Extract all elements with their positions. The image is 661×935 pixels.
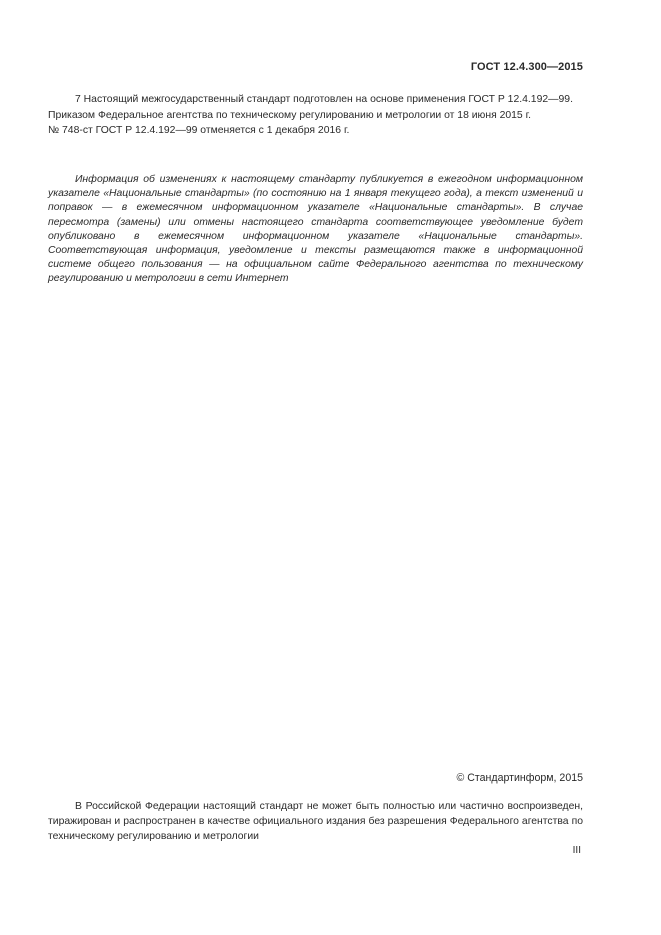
amendments-information-text: Информация об изменениях к настоящему стандарту публикуется в ежегодном информационном указателе «Национальные стандарты» (по состоянию на 1 января текущего года), а текст изменений и поправок — в ежемесячном информационном указателе «Национальные стандарты». В случае пересмотра (замены) или отмены настоящего стандарта соответствующее уведомление будет опубликовано в ежемесячном информационном указателе «Национальные стандарты». Соответствующая информация, уведомление и тексты размещаются также в информационной системе общего пользования — на официальном сайте Федерального агентства по техническому регулированию и метрологии в сети Интернет <box>48 174 583 285</box>
copyright-notice: © Стандартинформ, 2015 <box>456 772 583 784</box>
amendments-information-section <box>48 173 583 287</box>
item-7-line-2: Приказом Федеральное агентства по техническому регулированию и метрологии от 18 июня 2015 г. <box>48 109 532 121</box>
item-7-line-1: 7 Настоящий межгосударственный стандарт подготовлен на основе применения ГОСТ Р 12.4.192—99. <box>75 94 573 105</box>
page-number: III <box>572 845 581 856</box>
item-7-line-3: № 748-ст ГОСТ Р 12.4.192—99 отменяется с 1 декабря 2016 г. <box>48 125 350 137</box>
reproduction-notice-text: В Российской Федерации настоящий стандарт не может быть полностью или частично воспроизведен, тиражирован и распространен в качестве официального издания без разрешения Федерального агентства по техническому регулированию и метрологии <box>48 801 583 843</box>
item-7-section <box>48 92 583 139</box>
document-code-header: ГОСТ 12.4.300—2015 <box>470 61 583 73</box>
reproduction-notice-section <box>48 799 583 845</box>
